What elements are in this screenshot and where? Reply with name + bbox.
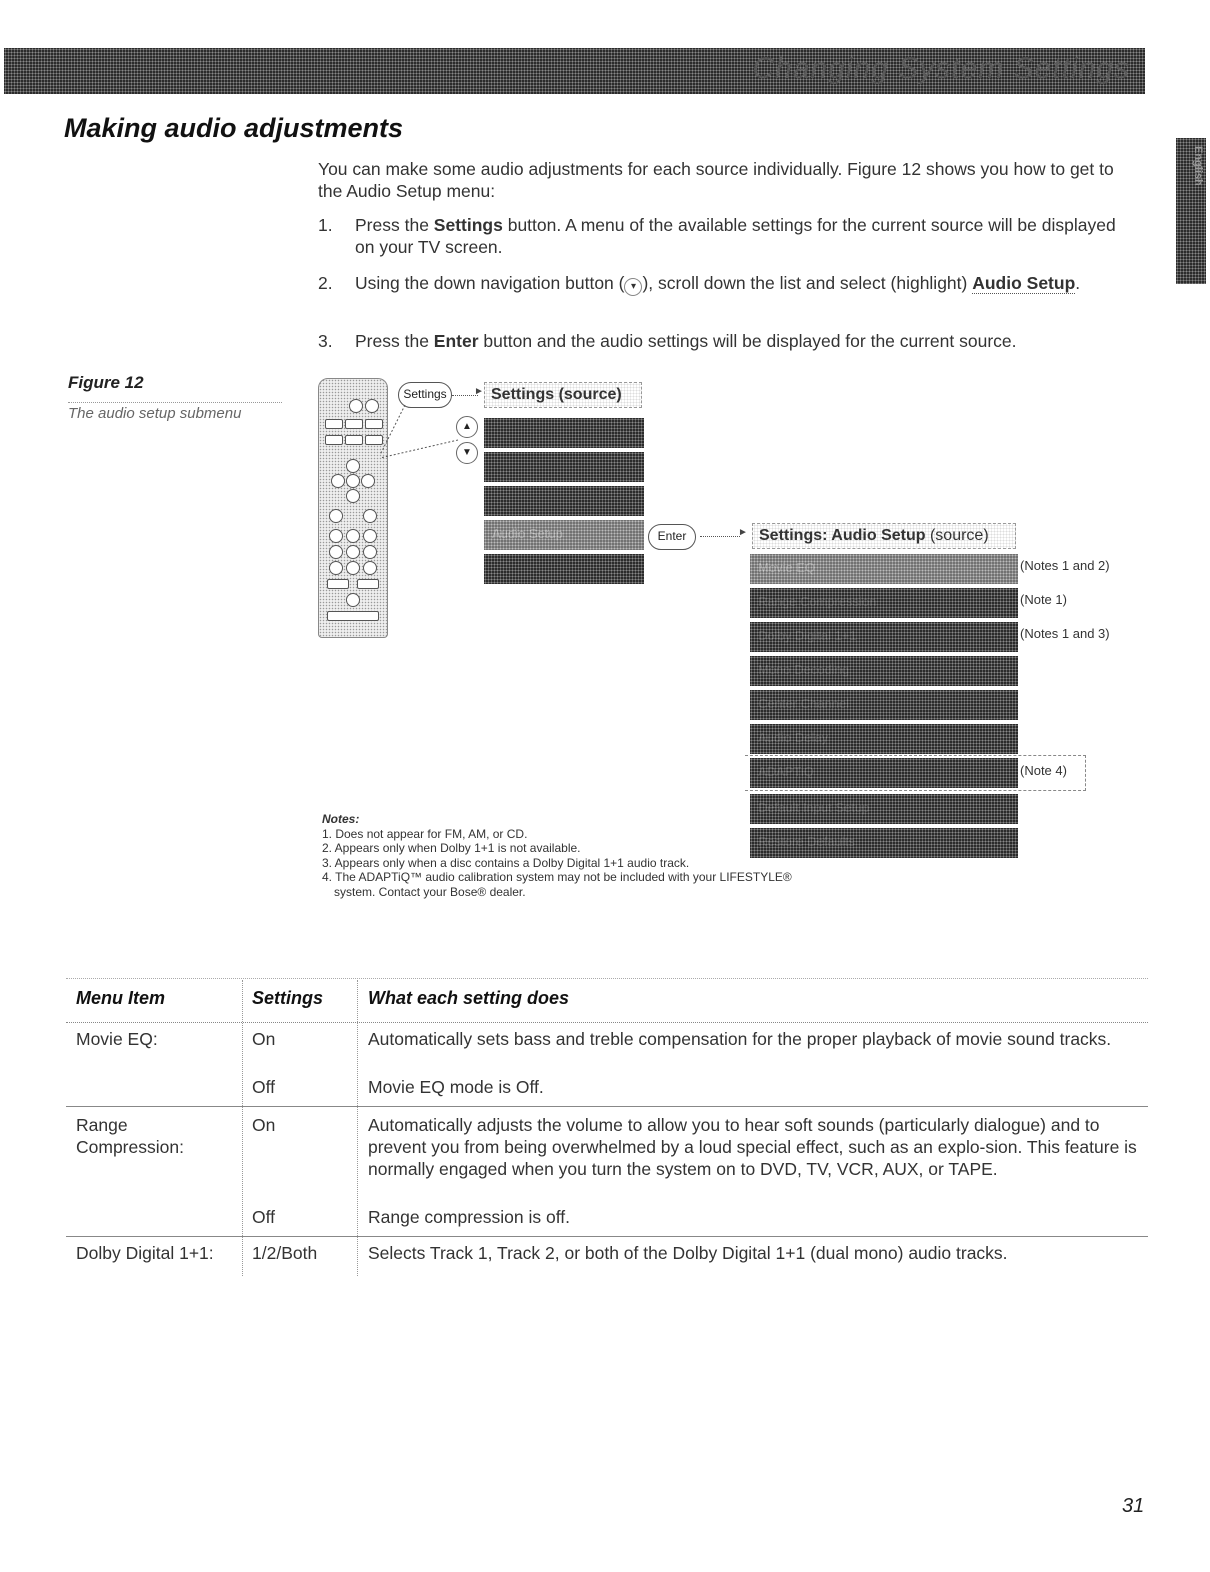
step-text: Press the Settings button. A menu of the available settings for the current source will be displayed on your TV screen. [355,215,1116,257]
step-number: 3. [318,331,333,351]
screen2-menu-item: Restore Defaults [750,828,1018,858]
audio-setup-keyword: Audio Setup [972,273,1076,293]
table-header-rule [66,1022,1148,1023]
step-1 [318,214,1128,262]
table-col-divider [357,980,358,1276]
step-number: 1. [318,215,333,235]
screen2-menu-item: ADAPTiQ [750,758,1018,788]
screen2-title: Settings: Audio Setup (source) [752,523,1016,549]
screen2-menu-item: Range Compression [750,588,1018,618]
header-title: Changing System Settings [752,52,1130,85]
figure-rule [68,402,282,403]
screen2-note: (Note 4) [1020,763,1067,778]
table-cell-setting: 1/2/Both [252,1243,318,1263]
notes-heading: Notes: [322,812,360,826]
screen1-menu-item [484,486,644,516]
figure-caption: The audio setup submenu [68,405,242,422]
table-row-rule [66,1236,1148,1237]
step-2 [318,272,1128,320]
arrow-icon: ► [738,527,748,538]
figure-label: Figure 12 [68,373,144,392]
note-item: 1. Does not appear for FM, AM, or CD. [322,826,528,841]
step-text: Using the down navigation button ( ▾ ), scroll down the list and select (highlight) Audio Setup. [355,272,1125,296]
side-tab-label: English [1192,146,1204,186]
table-cell-desc: Range compression is off. [368,1207,571,1227]
table-row-rule [66,1106,1148,1107]
screen2-note: (Notes 1 and 3) [1020,626,1110,641]
table-cell-desc: Selects Track 1, Track 2, or both of the Dolby Digital 1+1 (dual mono) audio tracks. [368,1243,1008,1263]
page-number: 31 [1122,1495,1145,1517]
step-number: 2. [318,273,333,293]
screen2-menu-item: Mono Decoding [750,656,1018,686]
table-cell-item: Movie EQ: [76,1029,158,1049]
enter-arrow-line [700,536,740,537]
screen2-menu-item: Movie EQ [750,554,1018,584]
down-nav-icon: ▼ [456,442,478,464]
section-title: Making audio adjustments [64,113,404,143]
table-cell-setting: Off [252,1207,276,1227]
table-top-rule [66,978,1148,979]
figure-notes [322,812,842,899]
step-3 [318,330,1128,354]
table-header-menu-item: Menu Item [76,988,166,1008]
settings-keyword: Settings [433,215,503,235]
screen2-note: (Note 1) [1020,592,1067,607]
table-cell-setting: On [252,1029,276,1049]
table-cell-setting: On [252,1115,276,1135]
screen2-menu-item: Default Input Setup [750,794,1018,824]
table-cell-item: Dolby Digital 1+1: [76,1243,214,1263]
table-header-description: What each setting does [368,988,570,1008]
enter-keyword: Enter [433,331,479,351]
table-cell-desc: Movie EQ mode is Off. [368,1077,544,1097]
note-item: 4. The ADAPTiQ™ audio calibration system may not be included with your LIFESTYLE® system. Contact your Bose® dealer. [322,870,792,899]
table-header-settings: Settings [252,988,324,1008]
screen2-menu-item: Dolby Digital 1+1 [750,622,1018,652]
arrow-icon: ► [474,386,484,397]
note-item: 3. Appears only when a disc contains a Dolby Digital 1+1 audio track. [322,855,690,870]
up-nav-icon: ▲ [456,416,478,438]
table-cell-item: Range Compression: [76,1115,184,1157]
screen2-menu-item: Audio Delay [750,724,1018,754]
remote-callout-lines [360,400,460,470]
screen1-menu-item [484,452,644,482]
screen2-menu-item: Center Channel [750,690,1018,720]
table-col-divider [242,980,243,1276]
screen1-title: Settings (source) [484,382,642,408]
table-cell-desc: Automatically sets bass and treble compensation for the proper playback of movie sound tracks. [368,1029,1112,1049]
note-item: 2. Appears only when Dolby 1+1 is not available. [322,841,581,855]
intro-paragraph: You can make some audio adjustments for each source individually. Figure 12 shows you how to get to the Audio Setup menu: [318,159,1114,201]
table-cell-desc: Automatically adjusts the volume to allow you to hear soft sounds (particularly dialogue) and to prevent you from being overwhelmed by a loud special effect, such as an explo-sion. This feature is normally engaged when you turn the system on to DVD, TV, VCR, AUX, or TAPE. [368,1115,1137,1179]
screen1-menu-item [484,418,644,448]
screen1-menu-item-audio-setup: Audio Setup [484,520,644,550]
down-nav-icon: ▾ [624,278,642,296]
table-cell-setting: Off [252,1077,276,1097]
settings-button-illustration: Settings [398,382,452,408]
step-text: Press the Enter button and the audio settings will be displayed for the current source. [355,331,1017,351]
screen1-menu-item [484,554,644,584]
screen2-note: (Notes 1 and 2) [1020,558,1110,573]
enter-button-illustration: Enter [648,524,696,550]
